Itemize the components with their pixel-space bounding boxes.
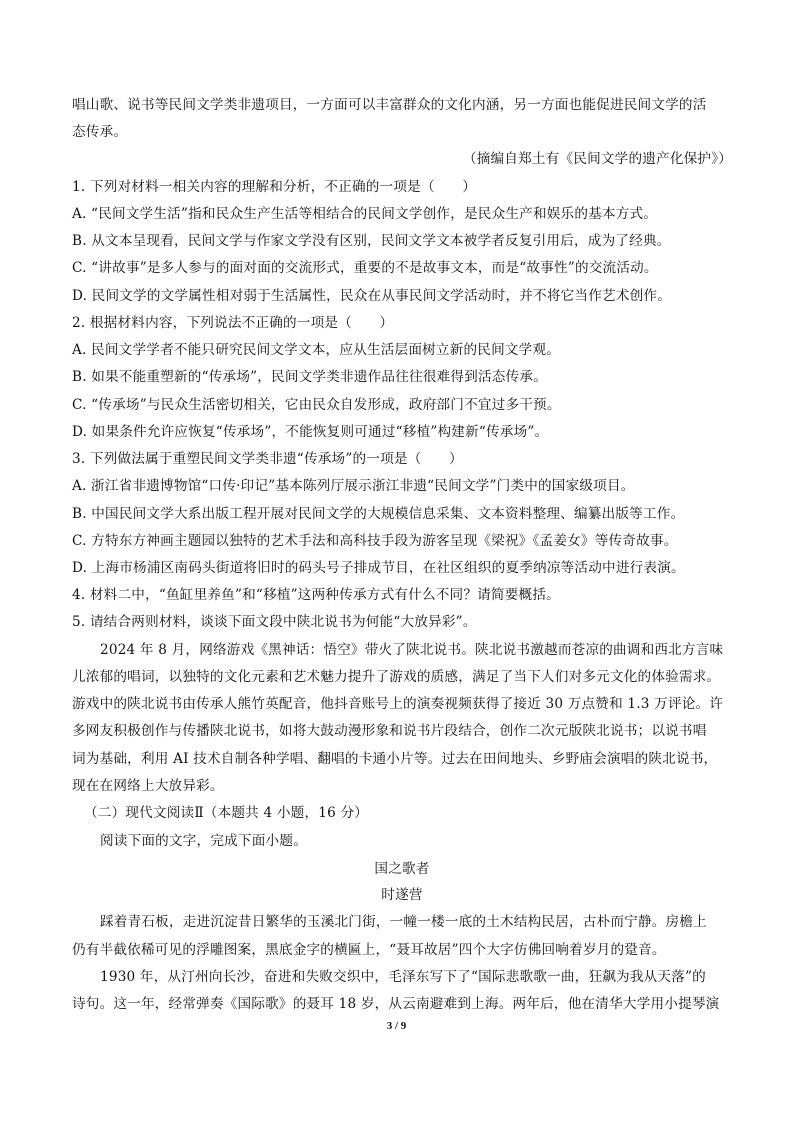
article-author: 时遂营 — [381, 887, 423, 903]
question-1-option-d: D. 民间文学的文学属性相对弱于生活属性，民众在从事民间文学活动时，并不将它当作艺术创作。 — [72, 288, 671, 304]
question-4: 4. 材料二中，“鱼缸里养鱼”和“移植”这两种传承方式有什么不同？请简要概括。 — [72, 587, 560, 603]
source-citation: （摘编自郑土有《民间文学的遗产化保护》） — [462, 151, 732, 167]
passage-line: 2024 年 8 月，网络游戏《黑神话：悟空》带火了陕北说书。陕北说书激越而苍凉的曲调和西北方言味 — [100, 642, 724, 658]
passage-line: 多网友积极创作与传播陕北说书，如将大鼓动漫形象和说书片段结合，创作二次元版陕北说书；以说书唱 — [72, 723, 707, 739]
question-1-option-b: B. 从文本呈现看，民间文学与作家文学没有区别，民间文学文本被学者反复引用后，成为了经典。 — [72, 233, 671, 249]
question-1-option-c: C. “讲故事”是多人参与的面对面的交流形式，重要的不是故事文本，而是“故事性”的交流活动。 — [72, 260, 658, 276]
article-title: 国之歌者 — [374, 861, 430, 877]
passage-line: 游戏中的陕北说书由传承人熊竹英配音，他抖音账号上的演奏视频获得了接近 30 万点赞和 1.3 万评论。许 — [72, 696, 724, 712]
question-2-option-b: B. 如果不能重塑新的“传承场”，民间文学类非遗作品往往很难得到活态传承。 — [72, 369, 547, 385]
question-2-option-d: D. 如果条件允许应恢复“传承场”，不能恢复则可通过“移植”构建新“传承场”。 — [72, 424, 549, 440]
paragraph-line: 态传承。 — [72, 124, 128, 140]
article-line: 诗句。这一年，经常弹奏《国际歌》的聂耳 18 岁，从云南避难到上海。两年后，他在清华大学用小提琴演 — [72, 996, 720, 1012]
article-line: 1930 年，从汀州向长沙，奋进和失败交织中，毛泽东写下了“国际悲歌歌一曲，狂飙为我从天落”的 — [100, 969, 706, 985]
page-number: 3 / 9 — [386, 1020, 407, 1032]
section-heading: （二）现代文阅读Ⅱ（本题共 4 小题，16 分） — [84, 805, 369, 821]
question-2-option-c: C. “传承场”与民众生活密切相关，它由民众自发形成，政府部门不宜过多干预。 — [72, 397, 561, 413]
question-3-option-b: B. 中国民间文学大系出版工程开展对民间文学的大规模信息采集、文本资料整理、编纂出版等工作。 — [72, 506, 685, 522]
question-3-option-d: D. 上海市杨浦区南码头街道将旧时的码头号子排成节目，在社区组织的夏季纳凉等活动中进行表演。 — [72, 560, 685, 576]
question-5: 5. 请结合两则材料，谈谈下面文段中陕北说书为何能“大放异彩”。 — [72, 614, 477, 630]
passage-line: 现在在网络上大放异彩。 — [72, 778, 224, 794]
question-3-option-a: A. 浙江省非遗博物馆“口传·印记”基本陈列厅展示浙江非遗“民间文学”门类中的国家级项目。 — [72, 478, 635, 494]
question-1-option-a: A. “民间文学生活”指和民众生产生活等相结合的民间文学创作，是民众生产和娱乐的基本方式。 — [72, 206, 658, 222]
question-3: 3. 下列做法属于重塑民间文学类非遗“传承场”的一项是（ ） — [72, 451, 463, 467]
question-2-option-a: A. 民间文学学者不能只研究民间文学文本，应从生活层面树立新的民间文学观。 — [72, 342, 561, 358]
passage-line: 词为基础，利用 AI 技术自制各种学唱、翻唱的卡通小片等。过去在田间地头、乡野庙会演唱的陕北说书， — [72, 751, 718, 767]
question-2: 2. 根据材料内容，下列说法不正确的一项是（ ） — [72, 315, 394, 331]
passage-line: 儿浓郁的唱词，以独特的文化元素和艺术魅力提升了游戏的质感，满足了当下人们对多元文化的体验需求。 — [72, 669, 721, 685]
question-1: 1. 下列对材料一相关内容的理解和分析，不正确的一项是（ ） — [72, 179, 477, 195]
instruction: 阅读下面的文字，完成下面小题。 — [100, 833, 307, 849]
paragraph-line: 唱山歌、说书等民间文学类非遗项目，一方面可以丰富群众的文化内涵，另一方面也能促进民间文学的活 — [72, 97, 707, 113]
article-line: 仍有半截依稀可见的浮雕图案，黑底金字的横匾上，“聂耳故居”四个大字仿佛回响着岁月的跫音。 — [72, 942, 666, 958]
article-line: 踩着青石板，走进沉淀昔日繁华的玉溪北门街，一幢一楼一底的土木结构民居，古朴而宁静。房檐上 — [100, 914, 707, 930]
question-3-option-c: C. 方特东方神画主题园以独特的艺术手法和高科技手段为游客呈现《梁祝》《孟姜女》等传奇故事。 — [72, 533, 678, 549]
